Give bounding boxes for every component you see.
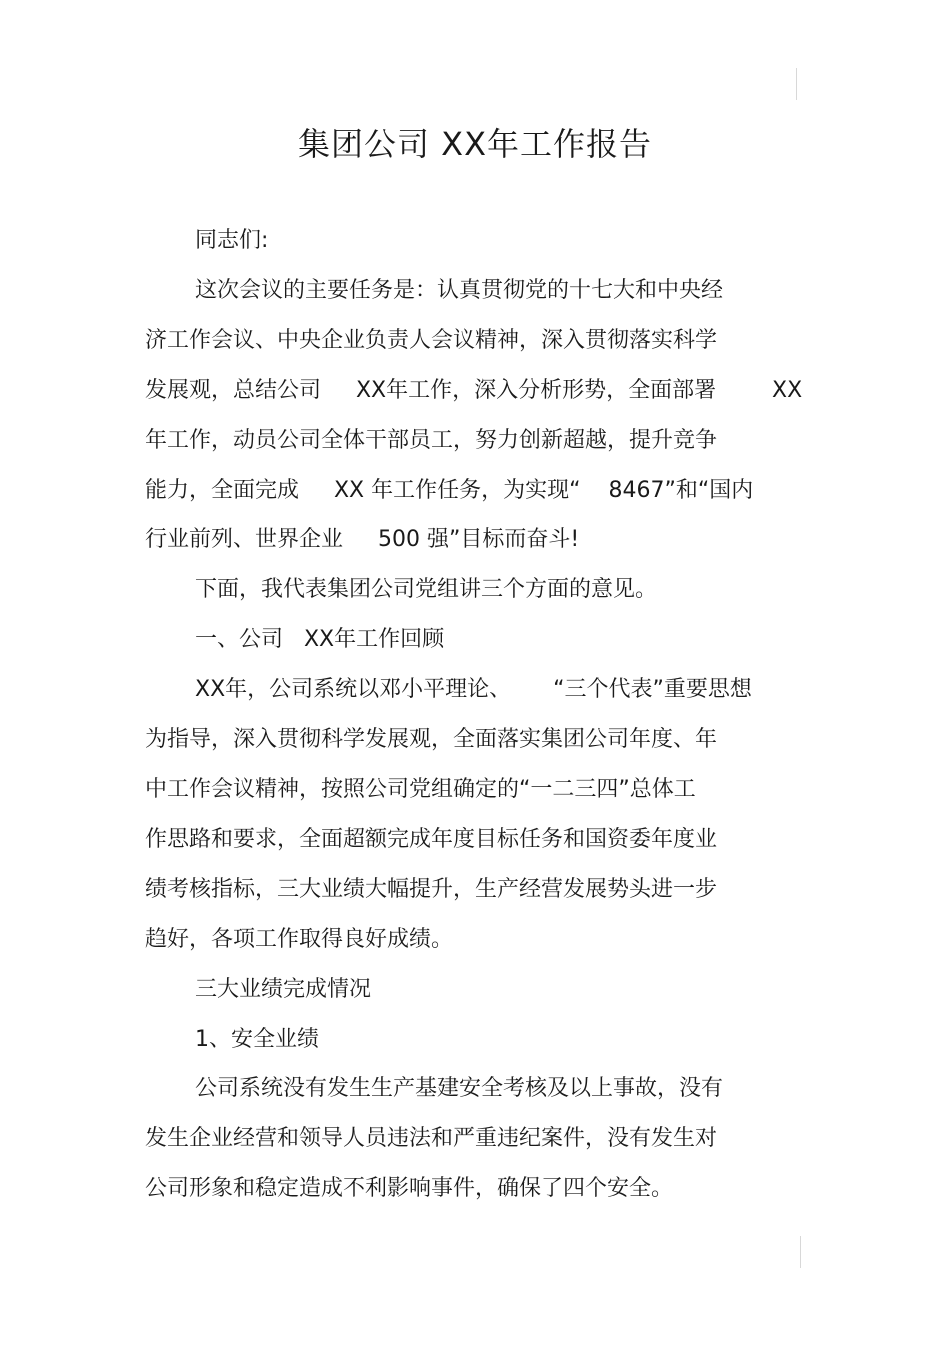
section-heading: 一、公司 XX年工作回顾 <box>195 627 445 652</box>
paragraph-line: 发展观，总结公司 XX年工作，深入分析形势，全面部署 XX <box>145 378 803 403</box>
paragraph-line: 能力，全面完成 XX 年工作任务，为实现“ 8467”和“国内 <box>145 478 754 503</box>
subsection-heading: 三大业绩完成情况 <box>195 977 372 1002</box>
paragraph-line: 中工作会议精神，按照公司党组确定的“一二三四”总体工 <box>145 777 696 802</box>
paragraph-line: 作思路和要求，全面超额完成年度目标任务和国资委年度业 <box>145 827 718 852</box>
paragraph-line: 发生企业经营和领导人员违法和严重违纪案件，没有发生对 <box>145 1126 718 1151</box>
paragraph-line: 这次会议的主要任务是：认真贯彻党的十七大和中央经 <box>195 278 724 303</box>
document-title: 集团公司 XX年工作报告 <box>297 125 653 163</box>
paragraph-line: 趋好，各项工作取得良好成绩。 <box>145 927 454 952</box>
paragraph-line: 公司系统没有发生生产基建安全考核及以上事故，没有 <box>195 1076 724 1101</box>
paragraph-line: 为指导，深入贯彻科学发展观，全面落实集团公司年度、年 <box>145 727 718 752</box>
paragraph-line: 下面，我代表集团公司党组讲三个方面的意见。 <box>195 577 658 602</box>
crop-mark-top <box>796 68 797 100</box>
subsection-heading: 1、安全业绩 <box>195 1027 319 1052</box>
paragraph-line: 绩考核指标，三大业绩大幅提升，生产经营发展势头进一步 <box>145 877 718 902</box>
paragraph-line: 济工作会议、中央企业负责人会议精神，深入贯彻落实科学 <box>145 328 718 353</box>
paragraph-line: 年工作，动员公司全体干部员工，努力创新超越，提升竞争 <box>145 428 718 453</box>
salutation: 同志们: <box>195 228 269 253</box>
paragraph-line: 公司形象和稳定造成不利影响事件，确保了四个安全。 <box>145 1176 674 1201</box>
paragraph-line: 行业前列、世界企业 500 强”目标而奋斗! <box>145 527 580 552</box>
paragraph-line: XX年，公司系统以邓小平理论、 “三个代表”重要思想 <box>195 677 752 702</box>
crop-mark-bottom <box>800 1236 801 1268</box>
